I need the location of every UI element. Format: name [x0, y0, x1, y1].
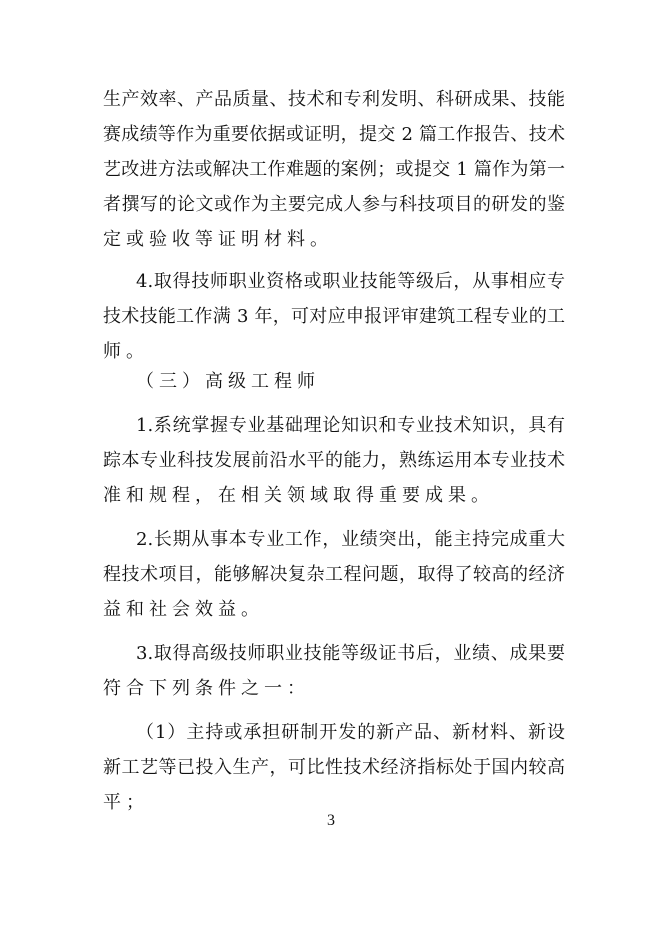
text-line: 赛成绩等作为重要依据或证明，提交 2 篇工作报告、技术 — [103, 124, 565, 145]
text-line: 技术技能工作满 3 年，可对应申报评审建筑工程专业的工 — [103, 306, 565, 327]
text-line: 程技术项目，能够解决复杂工程问题，取得了较高的经济 — [103, 564, 565, 585]
text-line: 踪本专业科技发展前沿水平的能力，熟练运用本专业技术 — [103, 450, 565, 471]
text-line: 平； — [103, 792, 149, 813]
text-line: 2.长期从事本专业工作，业绩突出，能主持完成重大 — [136, 529, 565, 550]
text-line: 生产效率、产品质量、技术和专利发明、科研成果、技能 — [103, 89, 565, 110]
text-line: 新工艺等已投入生产，可比性技术经济指标处于国内较高 — [103, 757, 565, 778]
text-line: 师。 — [103, 341, 149, 362]
text-line: 艺改进方法或解决工作难题的案例；或提交 1 篇作为第一 — [103, 159, 565, 180]
page-number: 3 — [327, 812, 335, 829]
text-line: 者撰写的论文或作为主要完成人参与科技项目的研发的鉴 — [103, 194, 565, 215]
text-line: 3.取得高级技师职业技能等级证书后，业绩、成果要 — [136, 643, 565, 664]
text-line: 定或验收等证明材料。 — [103, 229, 333, 250]
text-line: 准和规程，在相关领域取得重要成果。 — [103, 485, 494, 506]
text-line: 1.系统掌握专业基础理论知识和专业技术知识，具有 — [136, 415, 565, 436]
text-line: 4.取得技师职业资格或职业技能等级后，从事相应专 — [136, 271, 565, 292]
text-line: 益和社会效益。 — [103, 599, 264, 620]
text-line: 符合下列条件之一： — [103, 678, 310, 699]
text-line: （三）高级工程师 — [136, 371, 320, 392]
text-line: （1）主持或承担研制开发的新产品、新材料、新设 — [136, 722, 565, 743]
